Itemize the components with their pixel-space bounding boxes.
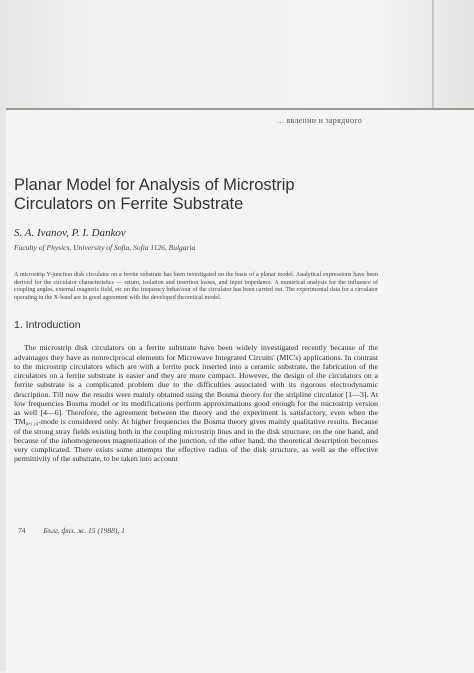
- paper-authors: S. A. Ivanov, P. I. Dankov: [14, 227, 126, 239]
- running-head: [277, 116, 362, 125]
- page-fold-line: [432, 0, 434, 110]
- running-head-faint: ...: [277, 116, 285, 125]
- page-number: 74: [18, 526, 26, 535]
- section-heading: 1. Introduction: [14, 319, 81, 332]
- page-footer: [18, 526, 125, 535]
- journal-citation: Бълг. физ. ж. 15 (1988), 1: [43, 526, 125, 535]
- running-head-text: явлении и зарядного: [286, 116, 362, 125]
- article-content: [14, 176, 378, 464]
- paper-affiliation: Faculty of Physics, University of Sofia, Sofia 1126, Bulgaria: [14, 243, 196, 252]
- paper-abstract: A microstrip Y-junction disk circulator on a ferrite substrate has been investigated on the basis of a planar model. Analytical expressions have been derived for the circulator characteristics — return, isolation and insertion losses, and input impedance. A numerical analysis for the influence of coupling angles, external magnetic field, etc on the frequency behaviour of the circulator has been carried out. The experimental data for a circulator operating in the X-band are in good agreement with the developed theoretical model.: [14, 272, 378, 301]
- body-paragraph: The microstrip disk circulators on a ferrite substrate have been widely investigated recently because of the advantages they have as nonreciprocal elements for Microwave Integrated Circuits' (MIC's) applications. In contrast to the microstrip circulators which are with a ferrite puck inserted into a ceramic substrate, the fabrication of the circulators on a ferrite substrate is easier and they are more compact. However, the design of the circulators on a ferrite substrate is a complicated problem due to the difficulties associated with its rigorous electrodynamic description. Till now the results were mainly obtained using the Bosma theory for the stripline circulator [1—3]. At low frequencies Bosma model or its modifications perform approximations good enough for the microstrip version as well [4—6]. Therefore, the agreement between the theory and the experiment is satisfactory, even when the TM₀,₁₁₀-mode is considered only. At higher frequencies the Bosma theory gives mainly qualitative results. Because of the strong stray fields existing both in the coupling microstrip lines and in the disk structure, on the one hand, and because of the inhomogeneous magnetization of the junction, of the other hand, the theoretical description becomes very complicated. There exists some attempts the effective radius of the disk structure, as well as the effective permittivity of the substrate, to be taken into account: [14, 343, 378, 464]
- paper-title: Planar Model for Analysis of Microstrip Circulators on Ferrite Substrate: [14, 176, 295, 213]
